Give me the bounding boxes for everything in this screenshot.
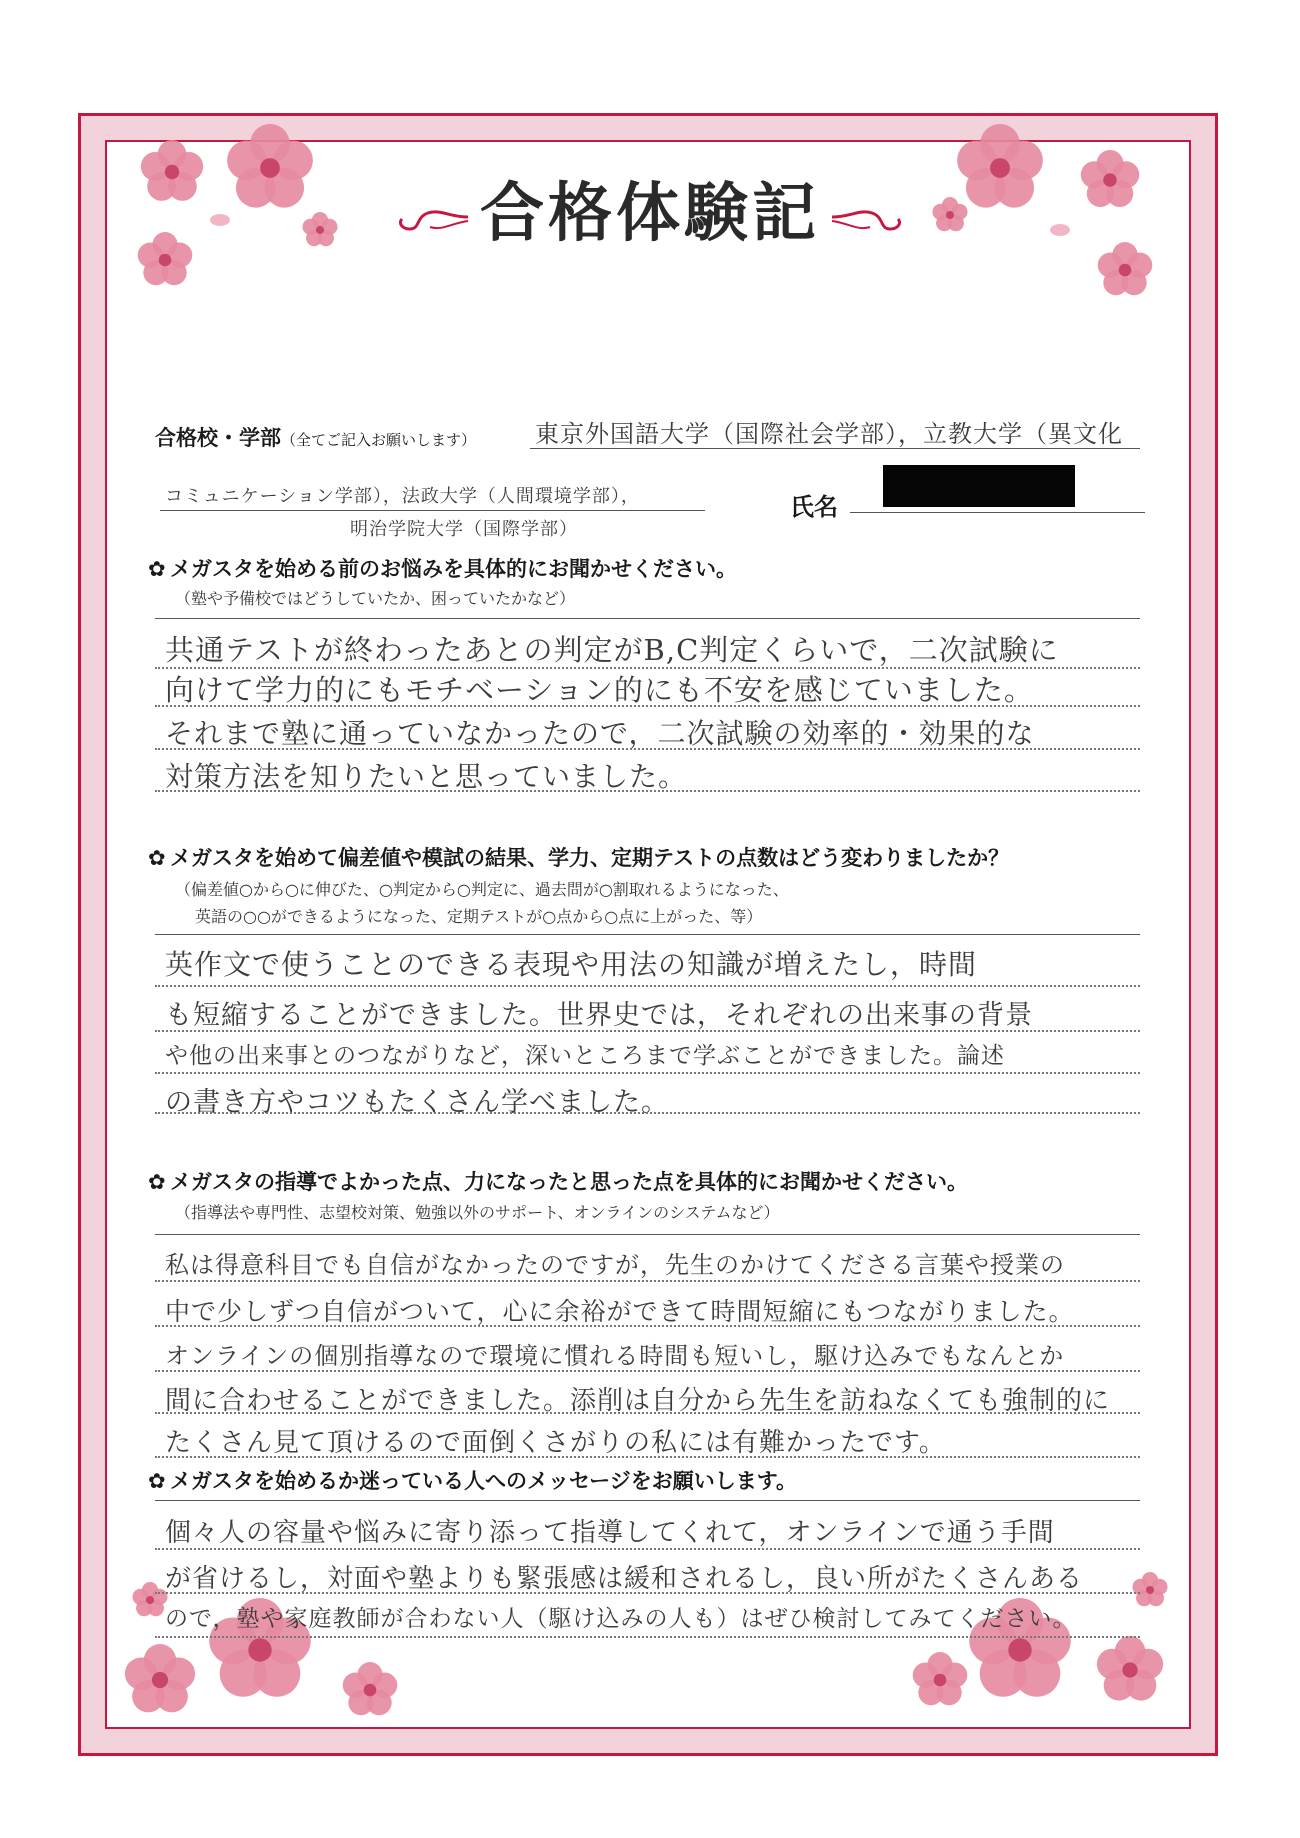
- section-4-answer-line-2: が省けるし，対面や塾よりも緊張感は緩和されるし，良い所がたくさんある: [165, 1564, 1084, 1594]
- name-rule: [850, 512, 1145, 513]
- section-1-answer-line-2: 向けて学力的にもモチベーション的にも不安を感じていました。: [165, 673, 1034, 707]
- section-1-question-text: メガスタを始める前のお悩みを具体的にお聞かせください。: [170, 557, 737, 581]
- section-4-top-rule: [155, 1500, 1140, 1501]
- school-rule-1: [530, 448, 1140, 449]
- section-1-question: [148, 553, 737, 583]
- section-1-answer-line-3: それまで塾に通っていなかったので，二次試験の効率的・効果的な: [165, 717, 1035, 750]
- section-4-line-2: [155, 1592, 1140, 1594]
- section-2-hint-2: 英語の○○ができるようになった、定期テストが○点から○点に上がった、等）: [195, 907, 763, 926]
- section-2-question: [148, 842, 1009, 872]
- section-3-line-3: [155, 1370, 1140, 1372]
- section-3-question: [148, 1166, 968, 1196]
- section-4-question-text: メガスタを始めるか迷っている人へのメッセージをお願いします。: [170, 1469, 798, 1493]
- section-2-answer-line-3: や他の出来事とのつながりなど，深いところまで学ぶことができました。論述: [165, 1043, 1005, 1069]
- section-3-answer-line-1: 私は得意科目でも自信がなかったのですが，先生のかけてくださる言葉や授業の: [165, 1251, 1065, 1279]
- section-4-answer-line-3: ので，塾や家庭教師が合わない人（駆け込みの人も）はぜひ検討してみてください。: [165, 1606, 1077, 1632]
- section-1-answer-line-1: 共通テストが終わったあとの判定がB,C判定くらいで，二次試験に: [165, 633, 1059, 667]
- section-3-hint: （指導法や専門性、志望校対策、勉強以外のサポート、オンラインのシステムなど）: [175, 1203, 780, 1222]
- section-4-line-1: [155, 1548, 1140, 1550]
- sakura-bullet-icon: ✿: [148, 557, 166, 581]
- sakura-decoration-bottom-left: [110, 1570, 440, 1740]
- section-1-line-4: [155, 790, 1140, 792]
- section-1-line-2: [155, 705, 1140, 707]
- section-2-hint-1: （偏差値○から○に伸びた、○判定から○判定に、過去問が○割取れるようになった、: [175, 880, 789, 899]
- section-1-answer-line-4: 対策方法を知りたいと思っていました。: [165, 760, 688, 793]
- page-title: 合格体験記: [480, 176, 820, 251]
- section-3-top-rule: [155, 1234, 1140, 1235]
- title-swirl-right-icon: [830, 205, 910, 235]
- section-3-line-2: [155, 1325, 1140, 1327]
- school-line-3: 明治学院大学（国際学部）: [350, 519, 578, 540]
- school-line-1: 東京外国語大学（国際社会学部），立教大学（異文化: [535, 420, 1123, 448]
- section-1-hint: （塾や予備校ではどうしていたか、困っていたかなど）: [175, 589, 576, 608]
- section-2-answer-line-2: も短縮することができました。世界史では，それぞれの出来事の背景: [165, 1000, 1033, 1031]
- section-2-answer-line-1: 英作文で使うことのできる表現や用法の知識が増えたし，時間: [165, 948, 978, 981]
- name-redaction: [883, 465, 1075, 507]
- sakura-bullet-icon: ✿: [148, 846, 166, 870]
- section-3-line-5: [155, 1456, 1140, 1458]
- sakura-bullet-icon: ✿: [148, 1170, 166, 1194]
- section-3-question-text: メガスタの指導でよかった点、力になったと思った点を具体的にお聞かせください。: [170, 1170, 968, 1194]
- section-2-line-2: [155, 1030, 1140, 1032]
- section-4-question: [148, 1465, 797, 1495]
- section-3-line-4: [155, 1412, 1140, 1414]
- section-3-answer-line-4: 間に合わせることができました。添削は自分から先生を訪ねなくても強制的に: [165, 1386, 1111, 1416]
- section-2-top-rule: [155, 934, 1140, 935]
- title-area: [0, 162, 1300, 254]
- title-swirl-left-icon: [390, 205, 470, 235]
- section-2-answer-line-4: の書き方やコツもたくさん学べました。: [165, 1087, 669, 1118]
- section-3-answer-line-3: オンラインの個別指導なので環境に慣れる時間も短いし，駆け込みでもなんとか: [165, 1342, 1065, 1370]
- school-label-text: 合格校・学部: [155, 426, 281, 450]
- section-2-question-text: メガスタを始めて偏差値や模試の結果、学力、定期テストの点数はどう変わりましたか？: [170, 846, 1010, 870]
- section-1-top-rule: [155, 618, 1140, 619]
- school-label: [155, 422, 476, 452]
- section-4-answer-line-1: 個々人の容量や悩みに寄り添って指導してくれて，オンラインで通う手間: [165, 1518, 1055, 1548]
- sakura-bullet-icon: ✿: [148, 1469, 166, 1493]
- section-2-line-1: [155, 985, 1140, 987]
- section-2-line-3: [155, 1072, 1140, 1074]
- school-rule-2: [160, 510, 705, 511]
- section-3-answer-line-2: 中で少しずつ自信がついて，心に余裕ができて時間短縮にもつながりました。: [165, 1297, 1075, 1326]
- school-line-2: コミュニケーション学部），法政大学（人間環境学部），: [165, 486, 640, 507]
- section-1-line-3: [155, 748, 1140, 750]
- section-3-line-1: [155, 1280, 1140, 1282]
- section-2-line-4: [155, 1112, 1140, 1114]
- name-label: 氏名: [790, 493, 838, 521]
- school-note: （全てご記入お願いします）: [281, 431, 477, 449]
- section-4-line-3: [155, 1636, 1140, 1638]
- section-3-answer-line-5: たくさん見て頂けるので面倒くさがりの私には有難かったです。: [165, 1428, 946, 1458]
